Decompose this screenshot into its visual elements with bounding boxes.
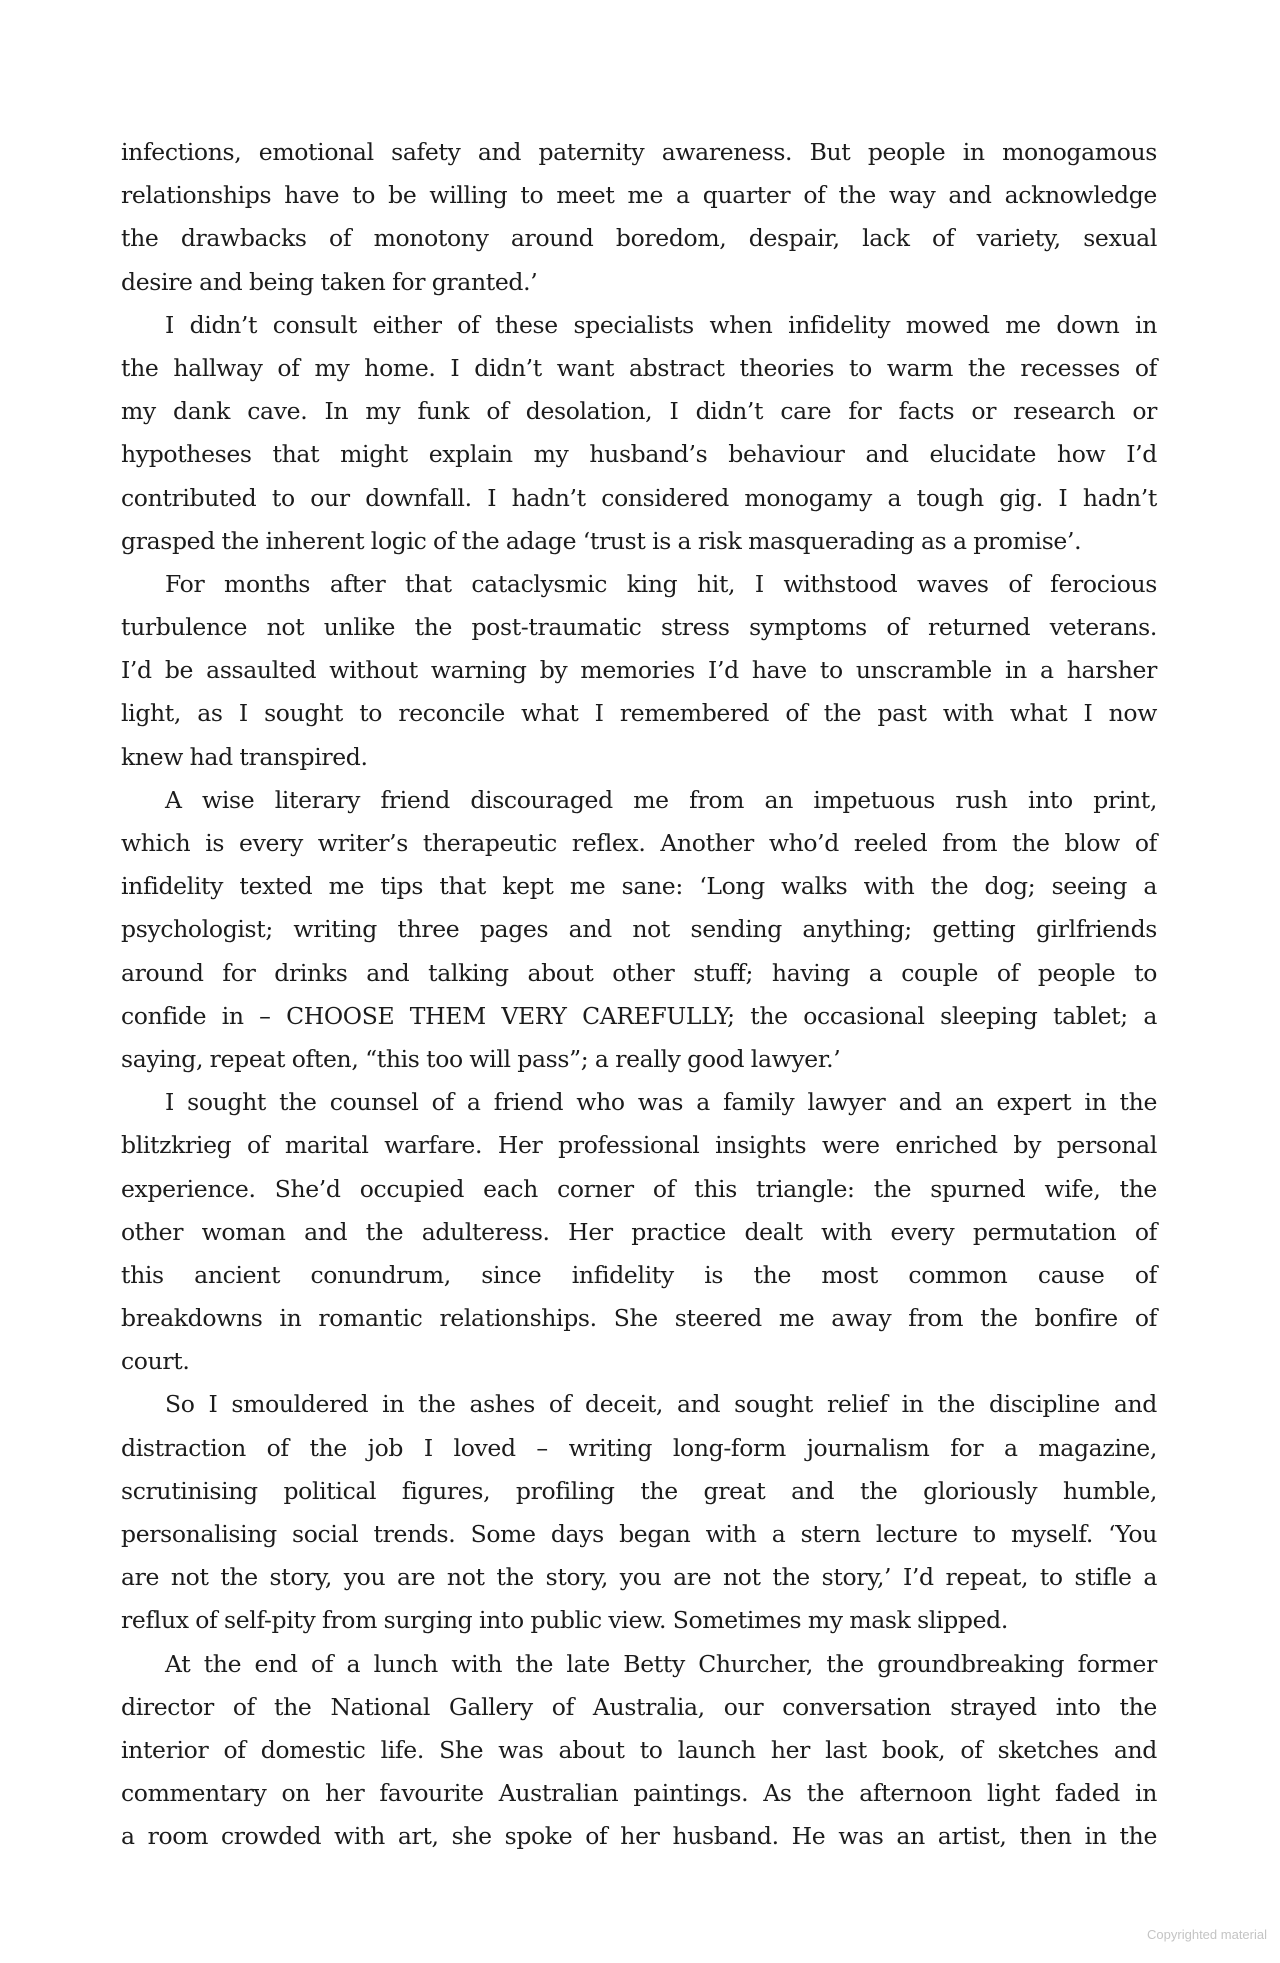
paragraph [121, 1383, 1157, 1642]
text-line: scrutinising political figures, profiling the great and the gloriously humble, [121, 1476, 1157, 1505]
text-line: reflux of self-pity from surging into public view. Sometimes my mask slipped. [121, 1606, 1008, 1635]
text-line: director of the National Gallery of Australia, our conversation strayed into the [121, 1692, 1157, 1721]
text-line: hypotheses that might explain my husband’s behaviour and elucidate how I’d [121, 440, 1157, 469]
text-line: I sought the counsel of a friend who was a family lawyer and an expert in the [165, 1088, 1157, 1117]
text-line: light, as I sought to reconcile what I remembered of the past with what I now [121, 699, 1157, 728]
text-line: blitzkrieg of marital warfare. Her professional insights were enriched by personal [121, 1131, 1157, 1160]
text-line: turbulence not unlike the post-traumatic stress symptoms of returned veterans. [121, 613, 1157, 642]
text-line: saying, repeat often, “this too will pass”; a really good lawyer.’ [121, 1044, 841, 1073]
text-line: I didn’t consult either of these specialists when infidelity mowed me down in [165, 310, 1157, 339]
text-line: which is every writer’s therapeutic reflex. Another who’d reeled from the blow of [121, 829, 1157, 857]
text-line: desire and being taken for granted.’ [121, 267, 538, 296]
text-line: are not the story, you are not the story, you are not the story,’ I’d repeat, to stifle a [121, 1563, 1157, 1592]
text-line: infections, emotional safety and paternity awareness. But people in monogamous [121, 138, 1157, 166]
paragraph [121, 1643, 1157, 1859]
text-line: around for drinks and talking about other stuff; having a couple of people to [121, 958, 1157, 987]
copyright-watermark: Copyrighted material [1147, 1927, 1267, 1942]
text-line: grasped the inherent logic of the adage ‘trust is a risk masquerading as a promise’. [121, 526, 1082, 555]
text-line: interior of domestic life. She was about to launch her last book, of sketches and [121, 1735, 1157, 1764]
book-page-body [121, 131, 1157, 1859]
text-line: this ancient conundrum, since infidelity is the most common cause of [121, 1260, 1157, 1289]
paragraph [121, 563, 1157, 779]
text-line: At the end of a lunch with the late Betty Churcher, the groundbreaking former [165, 1649, 1157, 1678]
text-line: breakdowns in romantic relationships. She steered me away from the bonfire of [121, 1304, 1157, 1333]
paragraph [121, 1081, 1157, 1383]
text-line: court. [121, 1347, 190, 1376]
text-line: I’d be assaulted without warning by memories I’d have to unscramble in a harsher [121, 656, 1157, 685]
text-line: infidelity texted me tips that kept me sane: ‘Long walks with the dog; seeing a [121, 872, 1157, 901]
text-line: So I smouldered in the ashes of deceit, and sought relief in the discipline and [165, 1390, 1157, 1419]
text-line: the hallway of my home. I didn’t want abstract theories to warm the recesses of [121, 353, 1157, 382]
text-line: personalising social trends. Some days began with a stern lecture to myself. ‘You [121, 1520, 1157, 1548]
paragraph [121, 304, 1157, 563]
paragraph [121, 131, 1157, 304]
text-line: relationships have to be willing to meet me a quarter of the way and acknowledge [121, 181, 1157, 210]
text-line: a room crowded with art, she spoke of her husband. He was an artist, then in the [121, 1822, 1157, 1851]
text-line: knew had transpired. [121, 742, 368, 771]
text-line: distraction of the job I loved – writing long-form journalism for a magazine, [121, 1433, 1157, 1462]
paragraph [121, 779, 1157, 1081]
text-line: For months after that cataclysmic king hit, I withstood waves of ferocious [165, 569, 1157, 598]
text-line: other woman and the adulteress. Her practice dealt with every permutation of [121, 1217, 1157, 1246]
text-line: psychologist; writing three pages and not sending anything; getting girlfriends [121, 915, 1157, 944]
text-line: the drawbacks of monotony around boredom, despair, lack of variety, sexual [121, 224, 1157, 253]
text-line: A wise literary friend discouraged me from an impetuous rush into print, [165, 785, 1157, 814]
text-line: experience. She’d occupied each corner of this triangle: the spurned wife, the [121, 1174, 1157, 1203]
text-line: commentary on her favourite Australian paintings. As the afternoon light faded in [121, 1779, 1157, 1808]
text-line: contributed to our downfall. I hadn’t considered monogamy a tough gig. I hadn’t [121, 483, 1157, 512]
text-line: confide in – CHOOSE THEM VERY CAREFULLY; the occasional sleeping tablet; a [121, 1001, 1157, 1030]
text-line: my dank cave. In my funk of desolation, I didn’t care for facts or research or [121, 397, 1157, 426]
